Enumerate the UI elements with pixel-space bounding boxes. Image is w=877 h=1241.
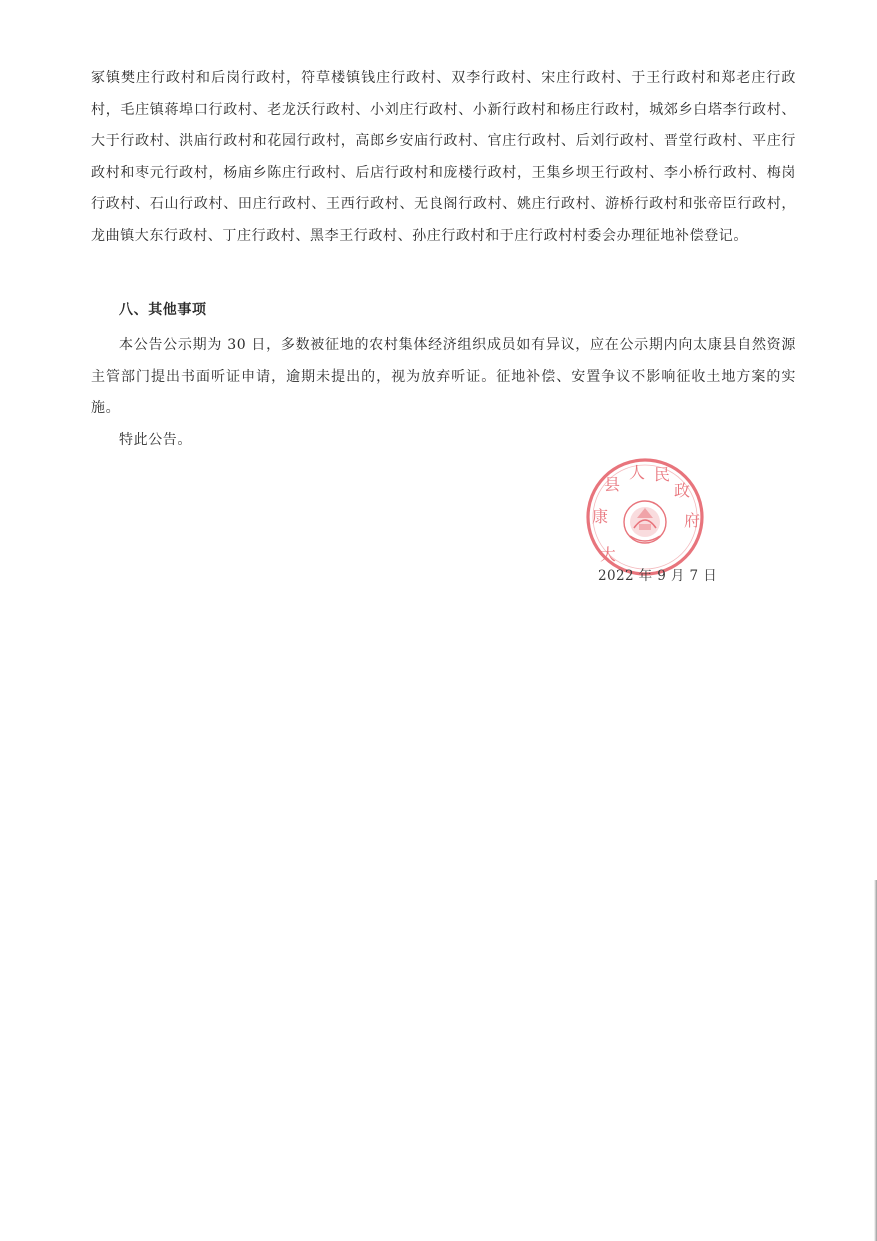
svg-text:民: 民	[653, 465, 671, 484]
issue-date: 2022 年 9 月 7 日	[598, 568, 718, 584]
svg-text:府: 府	[683, 511, 701, 530]
closing-line: 特此公告。	[119, 432, 192, 448]
svg-text:县: 县	[603, 475, 621, 494]
svg-text:人: 人	[628, 463, 646, 482]
objection-paragraph: 本公告公示期为 30 日，多数被征地的农村集体经济组织成员如有异议，应在公示期内向太康县自然资源主管部门提出书面听证申请，逾期未提出的，视为放弃听证。征地补偿、安置争议不影响征收土地方案的实施。	[91, 337, 796, 416]
svg-text:太: 太	[599, 545, 617, 564]
villages-paragraph: 冢镇樊庄行政村和后岗行政村，符草楼镇钱庄行政村、双李行政村、宋庄行政村、于王行政村和郑老庄行政村，毛庄镇蒋埠口行政村、老龙沃行政村、小刘庄行政村、小新行政村和杨庄行政村，城郊乡白塔李行政村、大于行政村、洪庙行政村和花园行政村，高郎乡安庙行政村、官庄行政村、后刘行政村、晋堂行政村、平庄行政村和枣元行政村，杨庙乡陈庄行政村、后店行政村和庞楼行政村，王集乡坝王行政村、李小桥行政村、梅岗行政村、石山行政村、田庄行政村、王西行政村、无良阁行政村、姚庄行政村、游桥行政村和张帝臣行政村，龙曲镇大东行政村、丁庄行政村、黑李王行政村、孙庄行政村和于庄行政村村委会办理征地补偿登记。	[91, 70, 796, 244]
svg-text:康: 康	[591, 507, 609, 526]
official-seal	[584, 456, 706, 578]
svg-text:政: 政	[673, 481, 691, 500]
section-heading: 八、其他事项	[119, 302, 207, 318]
